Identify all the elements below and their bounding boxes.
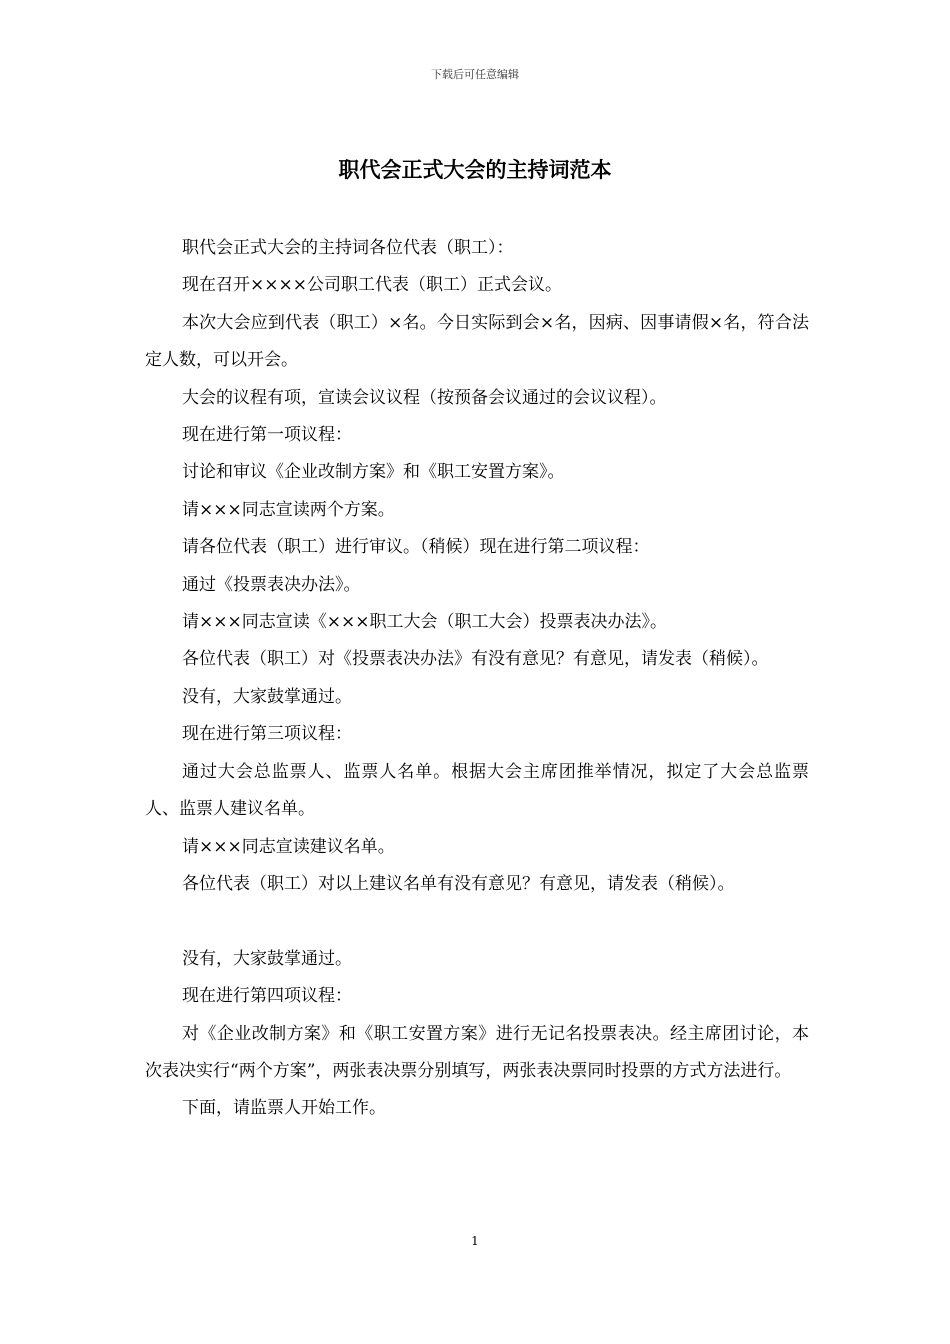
page-number: 1 xyxy=(471,1234,479,1248)
paragraph: 没有，大家鼓掌通过。 xyxy=(182,686,352,707)
paragraph: 请各位代表（职工）进行审议。（稍候）现在进行第二项议程： xyxy=(182,537,650,558)
paragraph: 各位代表（职工）对《投票表决办法》有没有意见？有意见，请发表（稍候）。 xyxy=(182,649,769,670)
paragraph: 通过大会总监票人、监票人名单。根据大会主席团推举情况，拟定了大会总监票人、监票人建议名单。 xyxy=(145,761,809,820)
paragraph: 职代会正式大会的主持词各位代表（职工）： xyxy=(182,238,514,258)
paragraph: 没有，大家鼓掌通过。 xyxy=(182,948,352,969)
paragraph: 现在召开××××公司职工代表（职工）正式会议。 xyxy=(182,275,562,296)
paragraph: 现在进行第一项议程： xyxy=(182,425,352,446)
paragraph: 本次大会应到代表（职工）×名。今日实际到会×名，因病、因事请假×名，符合法定人数，可以开会。 xyxy=(145,312,809,371)
paragraph: 讨论和审议《企业改制方案》和《职工安置方案》。 xyxy=(182,462,565,483)
paragraph: 通过《投票表决办法》。 xyxy=(182,574,361,595)
document-title: 职代会正式大会的主持词范本 xyxy=(338,157,612,182)
document-body xyxy=(145,230,809,1128)
paragraph: 请×××同志宣读《×××职工大会（职工大会）投票表决办法》。 xyxy=(182,612,667,633)
blank-line xyxy=(145,903,809,940)
paragraph: 现在进行第三项议程： xyxy=(182,724,352,745)
paragraph: 请×××同志宣读建议名单。 xyxy=(182,836,395,857)
paragraph: 下面，请监票人开始工作。 xyxy=(182,1098,386,1119)
paragraph: 请×××同志宣读两个方案。 xyxy=(182,499,395,520)
paragraph: 大会的议程有项，宣读会议议程（按预备会议通过的会议议程）。 xyxy=(182,387,667,408)
paragraph: 各位代表（职工）对以上建议名单有没有意见？有意见，请发表（稍候）。 xyxy=(182,873,735,894)
paragraph: 现在进行第四项议程： xyxy=(182,986,352,1007)
page-header: 下载后可任意编辑 xyxy=(431,68,519,81)
paragraph: 对《企业改制方案》和《职工安置方案》进行无记名投票表决。经主席团讨论，本次表决实行“两个方案”，两张表决票分别填写，两张表决票同时投票的方式方法进行。 xyxy=(145,1023,809,1081)
